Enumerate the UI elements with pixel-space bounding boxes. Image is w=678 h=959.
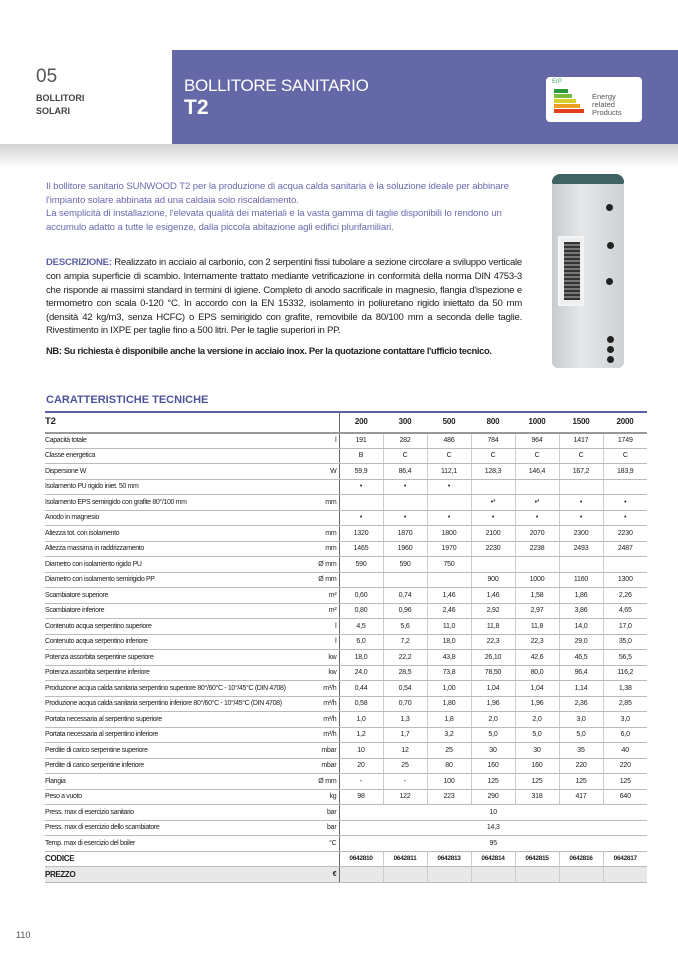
content-column (46, 180, 648, 883)
cell-value: 1,38 (603, 681, 647, 697)
cell-value: 900 (471, 572, 515, 588)
table-row (45, 572, 647, 588)
cell-value: 1,0 (339, 712, 383, 728)
cell-value: 1,80 (427, 696, 471, 712)
cell-value: • (427, 510, 471, 526)
cell-value: 3,2 (427, 727, 471, 743)
cell-value: 12 (383, 743, 427, 759)
product-model: T2 (184, 96, 209, 119)
row-label: Diametro con isolamento rigido PU (45, 557, 309, 573)
cell-value: 1,7 (383, 727, 427, 743)
cell-value: 35,0 (603, 634, 647, 650)
cell-value: 96,4 (559, 665, 603, 681)
cell-value (559, 867, 603, 883)
cell-value: 1,96 (515, 696, 559, 712)
section-label: BOLLITORI SOLARI (36, 93, 85, 116)
table-row (45, 665, 647, 681)
cell-value: 1870 (383, 526, 427, 542)
row-unit: mm (309, 541, 339, 557)
cell-value: 2,46 (427, 603, 471, 619)
row-unit: mbar (309, 758, 339, 774)
table-row (45, 743, 647, 759)
cell-value: C (559, 448, 603, 464)
row-label: Potenza assorbita serpentine inferiore (45, 665, 309, 681)
cell-value (559, 557, 603, 573)
row-unit: bar (309, 820, 339, 836)
cell-value: 7,2 (383, 634, 427, 650)
cell-value: 122 (383, 789, 427, 805)
table-row (45, 820, 647, 836)
model-header: T2 (45, 416, 56, 428)
row-label: Perdite di carico serpentine superiore (45, 743, 309, 759)
cell-value: 167,2 (559, 464, 603, 480)
row-label: Dispersione W (45, 464, 309, 480)
cell-value: 2,36 (559, 696, 603, 712)
cell-value: 42,6 (515, 650, 559, 666)
cell-value: C (427, 448, 471, 464)
cell-value: 1465 (339, 541, 383, 557)
table-row (45, 448, 647, 464)
cell-value: 40 (603, 743, 647, 759)
cell-value (339, 495, 383, 511)
cell-value: 46,5 (559, 650, 603, 666)
row-unit: m³/h (309, 696, 339, 712)
table-row (45, 681, 647, 697)
table-row (45, 541, 647, 557)
cell-value: 3,0 (603, 712, 647, 728)
table-row (45, 789, 647, 805)
cell-value: 1,46 (427, 588, 471, 604)
cell-value: •* (515, 495, 559, 511)
cell-value: 2100 (471, 526, 515, 542)
cell-value: 160 (471, 758, 515, 774)
cell-value: C (383, 448, 427, 464)
row-label: Produzione acqua calda sanitaria serpentino inferiore 80°/60°C - 10°/45°C (DIN 4708) (45, 696, 309, 712)
cell-value: 2493 (559, 541, 603, 557)
cell-value: 0,58 (339, 696, 383, 712)
cell-value: 25 (383, 758, 427, 774)
cell-value: 100 (427, 774, 471, 790)
table-row (45, 867, 647, 883)
cell-value: 125 (515, 774, 559, 790)
table-row (45, 479, 647, 495)
cell-value: B (339, 448, 383, 464)
cell-value: C (603, 448, 647, 464)
cell-value (559, 479, 603, 495)
cell-value: 5,0 (515, 727, 559, 743)
row-unit (309, 510, 339, 526)
header-shadow (0, 144, 678, 168)
table-row (45, 805, 647, 821)
product-title: BOLLITORE SANITARIO (184, 76, 369, 95)
cell-value: - (383, 774, 427, 790)
cell-value: 964 (515, 433, 559, 449)
cell-value: • (603, 495, 647, 511)
row-unit (309, 479, 339, 495)
cell-value: 116,2 (603, 665, 647, 681)
row-label: Scambiatore superiore (45, 588, 309, 604)
row-label: Diametro con isolamento semirigido PP (45, 572, 309, 588)
table-row (45, 774, 647, 790)
row-label: Press. max di esercizio sanitario (45, 805, 309, 821)
energy-bars-icon (554, 89, 584, 114)
row-label: Classe energetica (45, 448, 309, 464)
cell-value: 2230 (471, 541, 515, 557)
cell-value (383, 495, 427, 511)
row-unit: m³/h (309, 727, 339, 743)
row-label: Altezza massima in raddrizzamento (45, 541, 309, 557)
table-row (45, 510, 647, 526)
cell-value: 20 (339, 758, 383, 774)
cell-value: • (471, 510, 515, 526)
cell-value: 73,8 (427, 665, 471, 681)
cell-value: 86,4 (383, 464, 427, 480)
cell-value: 11,8 (471, 619, 515, 635)
cell-value: 417 (559, 789, 603, 805)
row-unit: °C (309, 836, 339, 852)
cell-value: 6,0 (603, 727, 647, 743)
cell-value: 4,5 (339, 619, 383, 635)
table-row (45, 650, 647, 666)
cell-value: 22,3 (471, 634, 515, 650)
cell-value: 14,3 (339, 820, 647, 836)
row-label: Contenuto acqua serpentino inferiore (45, 634, 309, 650)
row-unit (309, 448, 339, 464)
row-unit: m² (309, 603, 339, 619)
cell-value: 0642810 (339, 851, 383, 867)
row-unit: kg (309, 789, 339, 805)
cell-value: 290 (471, 789, 515, 805)
row-unit: m³/h (309, 681, 339, 697)
cell-value: 2,85 (603, 696, 647, 712)
cell-value: 0,74 (383, 588, 427, 604)
row-label: Press. max di esercizio dello scambiatore (45, 820, 309, 836)
cell-value (471, 867, 515, 883)
cell-value: 160 (515, 758, 559, 774)
cell-value: 80,0 (515, 665, 559, 681)
row-label: Portata necessaria al serpentino inferiore (45, 727, 309, 743)
cell-value: 112,1 (427, 464, 471, 480)
cell-value: 1749 (603, 433, 647, 449)
size-header: 2000 (616, 417, 634, 427)
size-header: 300 (398, 417, 412, 427)
row-unit: m³/h (309, 712, 339, 728)
row-label: Portata necessaria al serpentino superiore (45, 712, 309, 728)
cell-value: 0,96 (383, 603, 427, 619)
cell-value: 2230 (603, 526, 647, 542)
table-row (45, 433, 647, 449)
cell-value: 590 (383, 557, 427, 573)
cell-value: 4,65 (603, 603, 647, 619)
table-row (45, 464, 647, 480)
cell-value: 98 (339, 789, 383, 805)
cell-value: 22,2 (383, 650, 427, 666)
table-row (45, 495, 647, 511)
cell-value: 14,0 (559, 619, 603, 635)
cell-value: 1,14 (559, 681, 603, 697)
cell-value: 486 (427, 433, 471, 449)
row-unit: kw (309, 650, 339, 666)
cell-value (383, 572, 427, 588)
cell-value: 3,86 (559, 603, 603, 619)
cell-value: 1,46 (471, 588, 515, 604)
cell-value: 0,70 (383, 696, 427, 712)
row-unit: mm (309, 495, 339, 511)
row-label: Scambiatore inferiore (45, 603, 309, 619)
size-header: 1000 (528, 417, 546, 427)
row-unit: kw (309, 665, 339, 681)
cell-value: • (515, 510, 559, 526)
cell-value: 29,0 (559, 634, 603, 650)
cell-value: 0642811 (383, 851, 427, 867)
cell-value: 2,0 (515, 712, 559, 728)
cell-value: 43,8 (427, 650, 471, 666)
cell-value: 2070 (515, 526, 559, 542)
row-unit: l (309, 634, 339, 650)
cell-value: 11,8 (515, 619, 559, 635)
cell-value: 1,8 (427, 712, 471, 728)
cell-value: 30 (471, 743, 515, 759)
row-unit: l (309, 619, 339, 635)
row-label: Capacità totale (45, 433, 309, 449)
section-marker (36, 66, 84, 118)
row-label: Altezza tot. con isolamento (45, 526, 309, 542)
cell-value: 26,10 (471, 650, 515, 666)
row-label: Isolamento EPS semirigido con grafite 80°/100 mm (45, 495, 309, 511)
cell-value: 2,92 (471, 603, 515, 619)
cell-value (339, 572, 383, 588)
size-header: 500 (442, 417, 456, 427)
cell-value (515, 479, 559, 495)
row-label: Isolamento PU rigido iniet. 50 mm (45, 479, 309, 495)
cell-value: 128,3 (471, 464, 515, 480)
row-label: CODICE (45, 851, 309, 867)
cell-value: 282 (383, 433, 427, 449)
row-unit: Ø mm (309, 557, 339, 573)
cell-value: 0642817 (603, 851, 647, 867)
cell-value: 125 (471, 774, 515, 790)
size-header: 800 (486, 417, 500, 427)
row-unit: € (309, 867, 339, 883)
table-row (45, 619, 647, 635)
intro-text: Il bollitore sanitario SUNWOOD T2 per la produzione di acqua calda sanitaria è la soluzione ideale per abbinare l'impianto solare abbinata ad una caldaia solo riscaldamento. La semplicità di installazione, l'elevata qualità dei materiali e la vasta gamma di taglie disponibili lo rendono un accumulo adatto a tutte le esigenze, dalla piccola abitazione agli edifici plurifamiliari. (46, 181, 509, 233)
row-label: Flangia (45, 774, 309, 790)
cell-value: 1160 (559, 572, 603, 588)
cell-value: 640 (603, 789, 647, 805)
cell-value: 5,6 (383, 619, 427, 635)
specs-title: CARATTERISTICHE TECNICHE (46, 393, 209, 406)
cell-value: 1417 (559, 433, 603, 449)
table-row (45, 727, 647, 743)
cell-value (427, 572, 471, 588)
cell-value: 1,04 (471, 681, 515, 697)
cell-value: 1,04 (515, 681, 559, 697)
cell-value: 24,0 (339, 665, 383, 681)
cell-value: 18,0 (339, 650, 383, 666)
cell-value: 1320 (339, 526, 383, 542)
table-row (45, 758, 647, 774)
cell-value: 1,86 (559, 588, 603, 604)
cell-value: 0642814 (471, 851, 515, 867)
cell-value (427, 495, 471, 511)
row-unit: Ø mm (309, 774, 339, 790)
cell-value: 220 (603, 758, 647, 774)
table-row (45, 588, 647, 604)
cell-value: 0642816 (559, 851, 603, 867)
size-header: 1500 (572, 417, 590, 427)
specs-table (45, 411, 647, 883)
cell-value: 1,2 (339, 727, 383, 743)
cell-value: 2238 (515, 541, 559, 557)
cell-value (471, 479, 515, 495)
cell-value: 17,0 (603, 619, 647, 635)
cell-value (515, 557, 559, 573)
cell-value: • (339, 510, 383, 526)
cell-value: 125 (603, 774, 647, 790)
cell-value: 56,5 (603, 650, 647, 666)
cell-value: 0,80 (339, 603, 383, 619)
cell-value: 0642815 (515, 851, 559, 867)
table-row (45, 603, 647, 619)
cell-value: 183,9 (603, 464, 647, 480)
cell-value: 1,00 (427, 681, 471, 697)
cell-value: 22,3 (515, 634, 559, 650)
cell-value: • (383, 479, 427, 495)
cell-value (339, 867, 383, 883)
row-unit: mbar (309, 743, 339, 759)
cell-value: 11,0 (427, 619, 471, 635)
row-label: Anodo in magnesio (45, 510, 309, 526)
cell-value: 2,26 (603, 588, 647, 604)
cell-value: 750 (427, 557, 471, 573)
cell-value: 95 (339, 836, 647, 852)
cell-value: 1960 (383, 541, 427, 557)
nb-note: NB: Su richiesta è disponibile anche la versione in acciaio inox. Per la quotazione contattare l'ufficio tecnico. (46, 344, 492, 356)
cell-value: 220 (559, 758, 603, 774)
cell-value: 318 (515, 789, 559, 805)
cell-value: 1800 (427, 526, 471, 542)
cell-value: • (559, 495, 603, 511)
cell-value (471, 557, 515, 573)
cell-value: 223 (427, 789, 471, 805)
cell-value (427, 867, 471, 883)
cell-value: - (339, 774, 383, 790)
row-unit: W (309, 464, 339, 480)
row-label: Temp. max di esercizio del boiler (45, 836, 309, 852)
table-row (45, 526, 647, 542)
cell-value: 125 (559, 774, 603, 790)
cell-value: 1,96 (471, 696, 515, 712)
row-unit: Ø mm (309, 572, 339, 588)
cell-value: 5,0 (559, 727, 603, 743)
row-unit (309, 851, 339, 867)
size-header: 200 (354, 417, 368, 427)
cell-value: • (603, 510, 647, 526)
section-number: 05 (36, 66, 58, 87)
cell-value (383, 867, 427, 883)
cell-value: 1970 (427, 541, 471, 557)
description: DESCRIZIONE: Realizzato in acciaio al carbonio, con 2 serpentini fissi tubolare a sezione circolare a sviluppo verticale con ampia superficie di scambio. Internamente trattato mediante vetrificazione in conformità della norma DIN 4753-3 che risponde ai massimi standard in termini di igiene. Completo di anodo sacrificale in magnesio, flangia d'ispezione e termometro con scala 0-120 °C. In accordo con la EN 15332, isolamento in poliuretano rigido iniettato da 50 mm (densità 42 kg/m3, senza HCFC) o EPS semirigido con grafite, removibile da 80/100 mm a seconda delle taglie. Rivestimento in IXPE per taglie fino a 500 litri. Per le taglie superiori in PP. (46, 257, 522, 337)
cell-value: 10 (339, 743, 383, 759)
cell-value: 25 (427, 743, 471, 759)
table-row (45, 557, 647, 573)
cell-value: 590 (339, 557, 383, 573)
table-row (45, 836, 647, 852)
erp-logo (546, 77, 642, 122)
cell-value: 78,50 (471, 665, 515, 681)
cell-value: 2300 (559, 526, 603, 542)
cell-value: • (559, 510, 603, 526)
cell-value: 0,60 (339, 588, 383, 604)
cell-value: • (427, 479, 471, 495)
cell-value (515, 867, 559, 883)
cell-value: 30 (515, 743, 559, 759)
table-row (45, 851, 647, 867)
cell-value: 146,4 (515, 464, 559, 480)
cell-value: C (471, 448, 515, 464)
row-label: PREZZO (45, 867, 309, 883)
cell-value: 1,58 (515, 588, 559, 604)
cell-value: 28,5 (383, 665, 427, 681)
row-label: Peso a vuoto (45, 789, 309, 805)
cell-value: 2,0 (471, 712, 515, 728)
table-row (45, 634, 647, 650)
cell-value: 0,54 (383, 681, 427, 697)
erp-text: Energy related Products (592, 92, 622, 117)
erp-tag: ErP (552, 79, 563, 85)
row-label: Perdite di carico serpentine inferiore (45, 758, 309, 774)
cell-value: 18,0 (427, 634, 471, 650)
page-number: 110 (16, 930, 31, 940)
row-label: Produzione acqua calda sanitaria serpentino superiore 80°/60°C - 10°/45°C (DIN 4708) (45, 681, 309, 697)
row-unit: bar (309, 805, 339, 821)
cell-value: 0,44 (339, 681, 383, 697)
cell-value (603, 557, 647, 573)
cell-value: 2487 (603, 541, 647, 557)
cell-value: 1,3 (383, 712, 427, 728)
title-band (172, 50, 678, 144)
cell-value: 784 (471, 433, 515, 449)
row-unit: m² (309, 588, 339, 604)
cell-value: • (339, 479, 383, 495)
cell-value: 6,0 (339, 634, 383, 650)
cell-value: • (383, 510, 427, 526)
cell-value: 59,9 (339, 464, 383, 480)
row-unit: l (309, 433, 339, 449)
cell-value: 0642813 (427, 851, 471, 867)
cell-value: 35 (559, 743, 603, 759)
row-label: Contenuto acqua serpentino superiore (45, 619, 309, 635)
cell-value: 3,0 (559, 712, 603, 728)
cell-value (603, 479, 647, 495)
cell-value: C (515, 448, 559, 464)
cell-value: 10 (339, 805, 647, 821)
cell-value: 1000 (515, 572, 559, 588)
table-row (45, 712, 647, 728)
cell-value: 2,97 (515, 603, 559, 619)
cell-value: 5,0 (471, 727, 515, 743)
row-label: Potenza assorbita serpentine superiore (45, 650, 309, 666)
cell-value: 1300 (603, 572, 647, 588)
cell-value: •* (471, 495, 515, 511)
cell-value: 80 (427, 758, 471, 774)
table-row (45, 696, 647, 712)
cell-value (603, 867, 647, 883)
row-unit: mm (309, 526, 339, 542)
cell-value: 191 (339, 433, 383, 449)
